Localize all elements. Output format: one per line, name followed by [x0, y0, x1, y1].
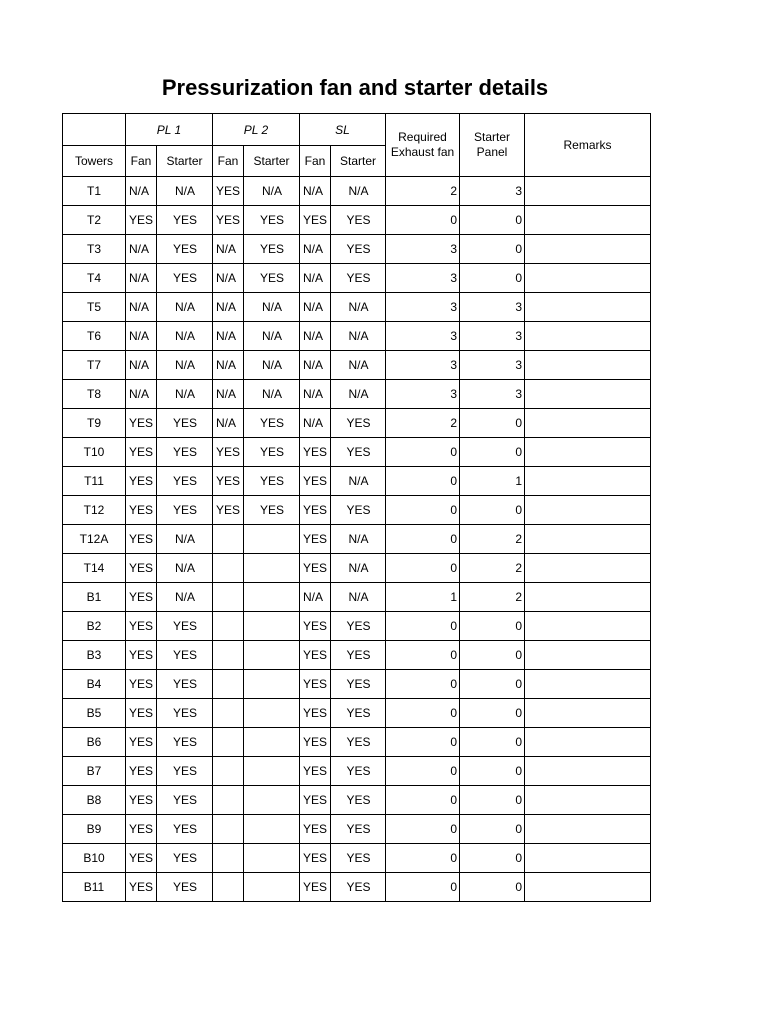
required-exhaust-fan-cell: 0	[386, 438, 460, 467]
pl2-starter-cell	[244, 525, 300, 554]
sl-fan-header: Fan	[300, 146, 331, 177]
pl1-fan-cell: YES	[126, 409, 157, 438]
sl-starter-cell: N/A	[331, 322, 386, 351]
required-exhaust-fan-cell: 3	[386, 293, 460, 322]
table-row	[63, 322, 651, 351]
remarks-cell	[525, 467, 651, 496]
pl1-starter-cell: N/A	[157, 554, 213, 583]
towers-header-top	[63, 114, 126, 146]
pl1-starter-cell: YES	[157, 641, 213, 670]
pl2-starter-cell	[244, 554, 300, 583]
pl1-fan-cell: N/A	[126, 264, 157, 293]
header-group-row	[63, 114, 651, 146]
sl-starter-cell: YES	[331, 641, 386, 670]
tower-cell: B7	[63, 757, 126, 786]
remarks-cell	[525, 670, 651, 699]
starter-panel-cell: 0	[460, 206, 525, 235]
starter-panel-cell: 0	[460, 409, 525, 438]
pl2-fan-cell: N/A	[213, 322, 244, 351]
pl2-starter-header: Starter	[244, 146, 300, 177]
table-row	[63, 496, 651, 525]
sl-starter-cell: YES	[331, 264, 386, 293]
required-exhaust-fan-cell: 0	[386, 554, 460, 583]
pl2-starter-cell	[244, 728, 300, 757]
sl-starter-cell: YES	[331, 206, 386, 235]
sl-starter-cell: N/A	[331, 525, 386, 554]
pl1-starter-cell: YES	[157, 757, 213, 786]
required-exhaust-fan-header-line2: Exhaust fan	[390, 145, 455, 159]
pl1-fan-header: Fan	[126, 146, 157, 177]
pl2-starter-cell	[244, 786, 300, 815]
pl1-starter-cell: YES	[157, 496, 213, 525]
starter-panel-cell: 3	[460, 293, 525, 322]
tower-cell: B6	[63, 728, 126, 757]
sl-starter-cell: YES	[331, 670, 386, 699]
pl1-fan-cell: YES	[126, 641, 157, 670]
starter-panel-cell: 3	[460, 177, 525, 206]
starter-panel-cell: 0	[460, 844, 525, 873]
required-exhaust-fan-cell: 3	[386, 380, 460, 409]
pl2-starter-cell: YES	[244, 496, 300, 525]
pl1-starter-cell: YES	[157, 815, 213, 844]
pl1-starter-cell: N/A	[157, 293, 213, 322]
sl-starter-cell: N/A	[331, 554, 386, 583]
pl1-fan-cell: YES	[126, 438, 157, 467]
sl-starter-cell: YES	[331, 409, 386, 438]
towers-header: Towers	[63, 146, 126, 177]
pl2-fan-cell	[213, 699, 244, 728]
pl2-starter-cell: N/A	[244, 293, 300, 322]
sl-starter-cell: YES	[331, 235, 386, 264]
pl2-fan-cell: YES	[213, 177, 244, 206]
remarks-cell	[525, 496, 651, 525]
group-header-pl1: PL 1	[126, 114, 213, 146]
required-exhaust-fan-cell: 3	[386, 351, 460, 380]
starter-panel-cell: 3	[460, 380, 525, 409]
page-title: Pressurization fan and starter details	[161, 75, 549, 100]
required-exhaust-fan-cell: 0	[386, 815, 460, 844]
required-exhaust-fan-cell: 2	[386, 177, 460, 206]
pl1-starter-cell: N/A	[157, 177, 213, 206]
sl-fan-cell: YES	[300, 786, 331, 815]
table-row	[63, 583, 651, 612]
sl-fan-cell: YES	[300, 612, 331, 641]
sl-fan-cell: YES	[300, 554, 331, 583]
starter-panel-cell: 0	[460, 815, 525, 844]
pl2-fan-cell	[213, 757, 244, 786]
tower-cell: B4	[63, 670, 126, 699]
sl-fan-cell: YES	[300, 757, 331, 786]
remarks-cell	[525, 554, 651, 583]
tower-cell: B8	[63, 786, 126, 815]
pl2-fan-cell	[213, 554, 244, 583]
pl1-fan-cell: N/A	[126, 235, 157, 264]
sl-starter-cell: YES	[331, 757, 386, 786]
sl-fan-cell: N/A	[300, 264, 331, 293]
sl-fan-cell: YES	[300, 873, 331, 902]
pl1-fan-cell: YES	[126, 206, 157, 235]
required-exhaust-fan-cell: 0	[386, 699, 460, 728]
pl1-fan-cell: N/A	[126, 322, 157, 351]
starter-panel-cell: 1	[460, 467, 525, 496]
sl-starter-cell: N/A	[331, 293, 386, 322]
remarks-cell	[525, 525, 651, 554]
remarks-cell	[525, 438, 651, 467]
starter-panel-cell: 3	[460, 351, 525, 380]
remarks-cell	[525, 844, 651, 873]
pl2-starter-cell	[244, 670, 300, 699]
group-header-pl2: PL 2	[213, 114, 300, 146]
pl2-starter-cell	[244, 583, 300, 612]
tower-cell: B1	[63, 583, 126, 612]
sl-fan-cell: N/A	[300, 177, 331, 206]
pl1-fan-cell: YES	[126, 496, 157, 525]
pl1-fan-cell: YES	[126, 670, 157, 699]
pl2-fan-cell	[213, 873, 244, 902]
tower-cell: T12	[63, 496, 126, 525]
table-row	[63, 757, 651, 786]
tower-cell: T10	[63, 438, 126, 467]
pl1-starter-cell: YES	[157, 728, 213, 757]
pl1-starter-cell: YES	[157, 235, 213, 264]
starter-panel-cell: 2	[460, 525, 525, 554]
starter-panel-header	[460, 114, 525, 177]
table-row	[63, 815, 651, 844]
group-header-sl: SL	[300, 114, 386, 146]
sl-starter-cell: YES	[331, 786, 386, 815]
pl2-fan-cell	[213, 525, 244, 554]
sl-fan-cell: N/A	[300, 322, 331, 351]
pl2-starter-cell: YES	[244, 467, 300, 496]
pl2-starter-cell	[244, 612, 300, 641]
pl2-starter-cell: N/A	[244, 351, 300, 380]
table-row	[63, 235, 651, 264]
table-row	[63, 293, 651, 322]
pl1-starter-cell: YES	[157, 699, 213, 728]
table-row	[63, 380, 651, 409]
pl1-fan-cell: YES	[126, 583, 157, 612]
tower-cell: T11	[63, 467, 126, 496]
tower-cell: T8	[63, 380, 126, 409]
pl1-fan-cell: YES	[126, 757, 157, 786]
sl-starter-cell: N/A	[331, 351, 386, 380]
sl-fan-cell: YES	[300, 815, 331, 844]
table-row	[63, 525, 651, 554]
starter-panel-cell: 3	[460, 322, 525, 351]
pl2-fan-cell	[213, 786, 244, 815]
pl2-starter-cell	[244, 815, 300, 844]
pl2-starter-cell: YES	[244, 264, 300, 293]
pl1-starter-cell: N/A	[157, 525, 213, 554]
required-exhaust-fan-cell: 0	[386, 641, 460, 670]
pl1-starter-cell: YES	[157, 467, 213, 496]
required-exhaust-fan-cell: 0	[386, 844, 460, 873]
pl2-starter-cell	[244, 844, 300, 873]
sl-fan-cell: YES	[300, 525, 331, 554]
pl2-starter-cell	[244, 641, 300, 670]
required-exhaust-fan-cell: 3	[386, 264, 460, 293]
starter-panel-cell: 0	[460, 612, 525, 641]
required-exhaust-fan-cell: 0	[386, 612, 460, 641]
pl1-fan-cell: YES	[126, 467, 157, 496]
pl2-starter-cell: YES	[244, 409, 300, 438]
sl-starter-cell: N/A	[331, 177, 386, 206]
sl-starter-cell: YES	[331, 728, 386, 757]
tower-cell: T14	[63, 554, 126, 583]
tower-cell: T7	[63, 351, 126, 380]
starter-panel-cell: 0	[460, 757, 525, 786]
remarks-cell	[525, 612, 651, 641]
sl-starter-cell: YES	[331, 873, 386, 902]
remarks-cell	[525, 293, 651, 322]
pl1-fan-cell: YES	[126, 786, 157, 815]
required-exhaust-fan-cell: 0	[386, 786, 460, 815]
pl2-fan-cell	[213, 844, 244, 873]
remarks-cell	[525, 177, 651, 206]
tower-cell: T3	[63, 235, 126, 264]
required-exhaust-fan-cell: 2	[386, 409, 460, 438]
pl1-starter-cell: N/A	[157, 351, 213, 380]
pl2-fan-cell: N/A	[213, 409, 244, 438]
fan-starter-table	[62, 113, 651, 902]
remarks-header: Remarks	[525, 114, 651, 177]
sl-fan-cell: YES	[300, 206, 331, 235]
pl1-fan-cell: YES	[126, 815, 157, 844]
sl-starter-cell: YES	[331, 815, 386, 844]
remarks-cell	[525, 641, 651, 670]
sl-fan-cell: YES	[300, 438, 331, 467]
tower-cell: T6	[63, 322, 126, 351]
sl-fan-cell: YES	[300, 844, 331, 873]
starter-panel-cell: 0	[460, 873, 525, 902]
starter-panel-cell: 0	[460, 728, 525, 757]
starter-panel-header-line2: Panel	[476, 145, 508, 159]
starter-panel-cell: 0	[460, 699, 525, 728]
pl1-fan-cell: YES	[126, 728, 157, 757]
sl-starter-header: Starter	[331, 146, 386, 177]
tower-cell: T2	[63, 206, 126, 235]
remarks-cell	[525, 264, 651, 293]
sl-fan-cell: YES	[300, 728, 331, 757]
sl-fan-cell: N/A	[300, 293, 331, 322]
required-exhaust-fan-header	[386, 114, 460, 177]
table-row	[63, 177, 651, 206]
pl1-starter-cell: YES	[157, 438, 213, 467]
pl2-fan-cell	[213, 815, 244, 844]
pl1-fan-cell: YES	[126, 525, 157, 554]
required-exhaust-fan-cell: 0	[386, 467, 460, 496]
pl2-fan-cell: YES	[213, 206, 244, 235]
pl1-fan-cell: YES	[126, 612, 157, 641]
pl1-fan-cell: YES	[126, 873, 157, 902]
table-row	[63, 351, 651, 380]
sl-starter-cell: YES	[331, 496, 386, 525]
sl-fan-cell: N/A	[300, 351, 331, 380]
pl1-starter-header: Starter	[157, 146, 213, 177]
table-row	[63, 612, 651, 641]
remarks-cell	[525, 815, 651, 844]
pl1-fan-cell: YES	[126, 844, 157, 873]
remarks-cell	[525, 322, 651, 351]
pl2-starter-cell	[244, 699, 300, 728]
pl2-fan-cell: N/A	[213, 351, 244, 380]
pl2-starter-cell: YES	[244, 438, 300, 467]
sl-starter-cell: N/A	[331, 583, 386, 612]
pl1-fan-cell: N/A	[126, 293, 157, 322]
tower-cell: B2	[63, 612, 126, 641]
tower-cell: T5	[63, 293, 126, 322]
sl-fan-cell: YES	[300, 699, 331, 728]
required-exhaust-fan-cell: 0	[386, 670, 460, 699]
remarks-cell	[525, 728, 651, 757]
starter-panel-cell: 2	[460, 554, 525, 583]
sl-starter-cell: N/A	[331, 467, 386, 496]
pl1-starter-cell: YES	[157, 264, 213, 293]
remarks-cell	[525, 873, 651, 902]
remarks-cell	[525, 206, 651, 235]
sl-fan-cell: N/A	[300, 380, 331, 409]
starter-panel-cell: 0	[460, 235, 525, 264]
table-row	[63, 641, 651, 670]
remarks-cell	[525, 699, 651, 728]
pl1-starter-cell: YES	[157, 206, 213, 235]
pl1-starter-cell: YES	[157, 612, 213, 641]
pl1-fan-cell: N/A	[126, 351, 157, 380]
table-row	[63, 844, 651, 873]
starter-panel-cell: 0	[460, 670, 525, 699]
sl-fan-cell: YES	[300, 467, 331, 496]
required-exhaust-fan-cell: 0	[386, 525, 460, 554]
remarks-cell	[525, 757, 651, 786]
pl2-fan-cell: YES	[213, 467, 244, 496]
tower-cell: T9	[63, 409, 126, 438]
pl2-fan-cell	[213, 670, 244, 699]
pl2-starter-cell: N/A	[244, 380, 300, 409]
required-exhaust-fan-cell: 3	[386, 235, 460, 264]
tower-cell: T12A	[63, 525, 126, 554]
table-row	[63, 409, 651, 438]
pl2-fan-header: Fan	[213, 146, 244, 177]
table-row	[63, 728, 651, 757]
pl1-starter-cell: YES	[157, 786, 213, 815]
required-exhaust-fan-header-line1: Required	[398, 130, 447, 144]
sl-starter-cell: YES	[331, 844, 386, 873]
pl1-starter-cell: YES	[157, 409, 213, 438]
pl1-starter-cell: YES	[157, 873, 213, 902]
pl2-fan-cell	[213, 583, 244, 612]
pl2-fan-cell: YES	[213, 438, 244, 467]
starter-panel-header-line1: Starter	[473, 130, 510, 144]
remarks-cell	[525, 583, 651, 612]
sl-fan-cell: YES	[300, 641, 331, 670]
required-exhaust-fan-cell: 1	[386, 583, 460, 612]
starter-panel-cell: 0	[460, 438, 525, 467]
tower-cell: B10	[63, 844, 126, 873]
pl1-fan-cell: YES	[126, 554, 157, 583]
sl-fan-cell: YES	[300, 496, 331, 525]
pl1-starter-cell: N/A	[157, 583, 213, 612]
pl2-fan-cell: N/A	[213, 235, 244, 264]
tower-cell: T1	[63, 177, 126, 206]
table-row	[63, 873, 651, 902]
starter-panel-cell: 0	[460, 641, 525, 670]
sl-starter-cell: YES	[331, 438, 386, 467]
sl-fan-cell: N/A	[300, 235, 331, 264]
pl2-fan-cell: N/A	[213, 264, 244, 293]
table-row	[63, 467, 651, 496]
remarks-cell	[525, 409, 651, 438]
table-row	[63, 264, 651, 293]
sl-fan-cell: YES	[300, 670, 331, 699]
pl2-fan-cell	[213, 728, 244, 757]
sl-starter-cell: YES	[331, 699, 386, 728]
pl2-starter-cell: N/A	[244, 177, 300, 206]
pl2-starter-cell: YES	[244, 235, 300, 264]
pl2-fan-cell: YES	[213, 496, 244, 525]
pl2-fan-cell	[213, 641, 244, 670]
required-exhaust-fan-cell: 0	[386, 496, 460, 525]
pl1-starter-cell: YES	[157, 670, 213, 699]
table-row	[63, 670, 651, 699]
pl1-fan-cell: N/A	[126, 177, 157, 206]
required-exhaust-fan-cell: 0	[386, 757, 460, 786]
table-row	[63, 554, 651, 583]
starter-panel-cell: 0	[460, 264, 525, 293]
sl-starter-cell: YES	[331, 612, 386, 641]
pl1-starter-cell: N/A	[157, 322, 213, 351]
pl2-starter-cell: YES	[244, 206, 300, 235]
pl2-starter-cell	[244, 873, 300, 902]
remarks-cell	[525, 235, 651, 264]
remarks-cell	[525, 786, 651, 815]
remarks-cell	[525, 380, 651, 409]
pl2-starter-cell: N/A	[244, 322, 300, 351]
pl1-fan-cell: YES	[126, 699, 157, 728]
sl-fan-cell: N/A	[300, 409, 331, 438]
pl2-fan-cell: N/A	[213, 293, 244, 322]
table-row	[63, 206, 651, 235]
tower-cell: B5	[63, 699, 126, 728]
pl2-fan-cell: N/A	[213, 380, 244, 409]
starter-panel-cell: 0	[460, 496, 525, 525]
remarks-cell	[525, 351, 651, 380]
required-exhaust-fan-cell: 0	[386, 728, 460, 757]
pl1-starter-cell: N/A	[157, 380, 213, 409]
required-exhaust-fan-cell: 0	[386, 206, 460, 235]
required-exhaust-fan-cell: 3	[386, 322, 460, 351]
tower-cell: B3	[63, 641, 126, 670]
table-row	[63, 699, 651, 728]
pl1-starter-cell: YES	[157, 844, 213, 873]
tower-cell: T4	[63, 264, 126, 293]
tower-cell: B11	[63, 873, 126, 902]
pl2-fan-cell	[213, 612, 244, 641]
table-row	[63, 438, 651, 467]
pl2-starter-cell	[244, 757, 300, 786]
pl1-fan-cell: N/A	[126, 380, 157, 409]
required-exhaust-fan-cell: 0	[386, 873, 460, 902]
starter-panel-cell: 2	[460, 583, 525, 612]
sl-fan-cell: N/A	[300, 583, 331, 612]
table-row	[63, 786, 651, 815]
sl-starter-cell: N/A	[331, 380, 386, 409]
starter-panel-cell: 0	[460, 786, 525, 815]
tower-cell: B9	[63, 815, 126, 844]
